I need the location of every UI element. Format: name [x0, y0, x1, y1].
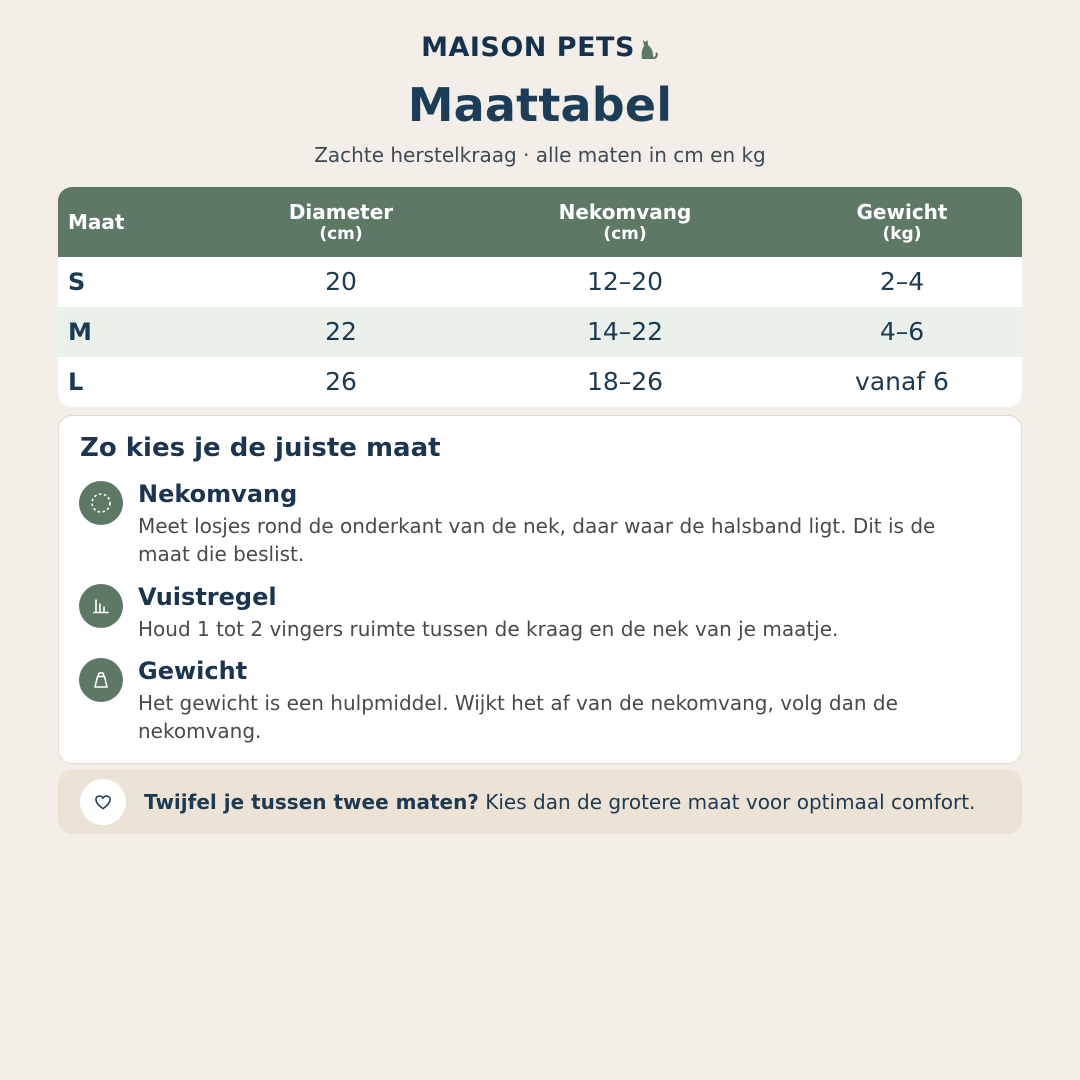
header-label: Diameter — [288, 200, 394, 224]
table-row — [58, 307, 1022, 357]
header-weight — [802, 187, 1002, 257]
weight-icon — [79, 658, 123, 702]
dotted-circle-icon — [79, 481, 123, 525]
sizing-guide-card — [58, 415, 1022, 764]
guide-item-name: Nekomvang — [138, 480, 298, 508]
header-label: Nekomvang — [558, 200, 692, 224]
guide-item-desc: Het gewicht is een hulpmiddel. Wijkt het af van de nekomvang, volg dan de nekomvang. — [138, 691, 898, 743]
table-row — [58, 257, 1022, 307]
cell-diameter: 26 — [325, 367, 357, 396]
cell-weight: vanaf 6 — [855, 367, 949, 396]
cat-icon — [637, 34, 659, 67]
ruler-bars-icon — [79, 584, 123, 628]
header-label: Gewicht — [856, 200, 948, 224]
brand-name: MAISON PETS — [421, 32, 635, 63]
guide-item-desc: Houd 1 tot 2 vingers ruimte tussen de kraag en de nek van je maatje. — [138, 617, 839, 641]
guide-item-desc: Meet losjes rond de onderkant van de nek, daar waar de halsband ligt. Dit is de maat die beslist. — [138, 514, 936, 566]
guide-title: Zo kies je de juiste maat — [80, 433, 441, 463]
table-header — [58, 187, 1022, 257]
cell-diameter: 20 — [325, 267, 357, 296]
header-size — [68, 187, 124, 257]
page-subtitle: Zachte herstelkraag · alle maten in cm en kg — [314, 143, 766, 167]
header-neck — [525, 187, 725, 257]
page-title: Maattabel — [407, 78, 673, 132]
table-row — [58, 357, 1022, 407]
cell-neck: 14–22 — [586, 317, 664, 346]
guide-item-name: Gewicht — [138, 657, 248, 685]
cell-weight: 2–4 — [879, 267, 925, 296]
cell-weight: 4–6 — [879, 317, 925, 346]
header-unit: (cm) — [603, 224, 647, 244]
cell-size: S — [68, 268, 86, 296]
cell-diameter: 22 — [325, 317, 357, 346]
header-diameter — [241, 187, 441, 257]
brand-logo — [0, 32, 1080, 67]
tip-question: Twijfel je tussen twee maten? — [144, 790, 479, 814]
cell-neck: 18–26 — [586, 367, 664, 396]
tip-text — [144, 770, 975, 834]
cell-size: L — [68, 368, 84, 396]
size-table — [58, 187, 1022, 407]
header-unit: (kg) — [882, 224, 922, 244]
header-unit: (cm) — [319, 224, 363, 244]
tip-banner — [58, 770, 1022, 834]
heart-icon — [80, 779, 126, 825]
cell-neck: 12–20 — [586, 267, 664, 296]
header-label: Maat — [68, 210, 125, 234]
cell-size: M — [68, 318, 92, 346]
guide-item-name: Vuistregel — [138, 583, 277, 611]
tip-advice: Kies dan de grotere maat voor optimaal comfort. — [478, 790, 976, 814]
